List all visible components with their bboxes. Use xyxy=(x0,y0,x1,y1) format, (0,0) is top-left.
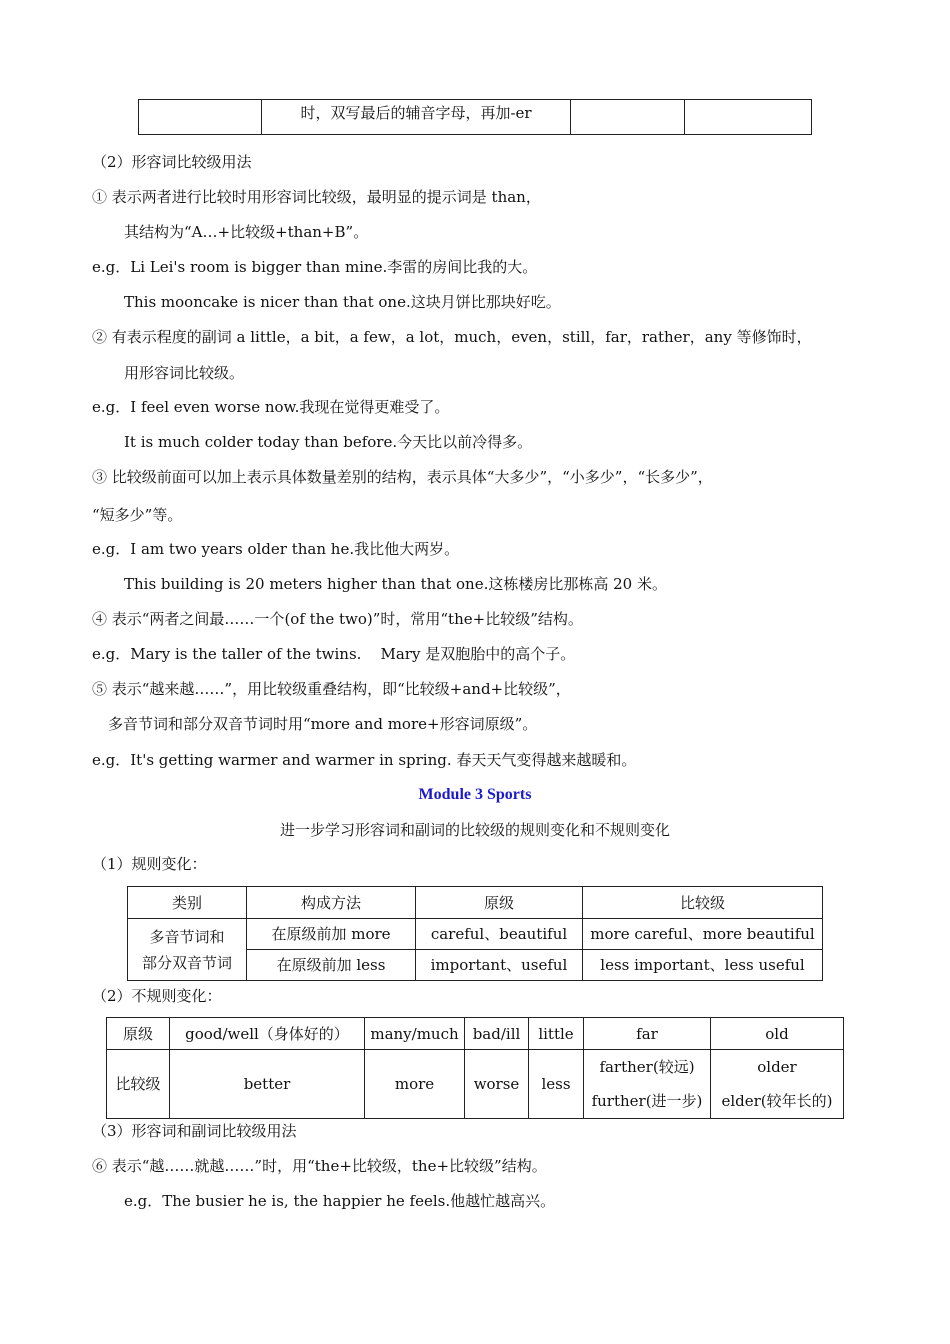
table-cell: 在原级前加 less xyxy=(247,950,416,981)
comparative-form: further(进一步) xyxy=(591,1092,703,1110)
module-title: Module 3 Sports xyxy=(418,786,532,803)
table-cell: old xyxy=(711,1018,844,1050)
rule-6-text: ⑥ 表示“越……就越……”时，用“the+比较级，the+比较级”结构。 xyxy=(92,1157,547,1175)
rule-5-text-cont: 多音节词和部分双音节词时用“more and more+形容词原级”。 xyxy=(108,715,538,733)
rule-2-text: ② 有表示程度的副词 a little，a bit，a few，a lot，much，even，still，far，rather，any 等修饰时， xyxy=(92,328,812,346)
regular-change-table xyxy=(127,886,823,981)
table-cell: careful、beautiful xyxy=(416,919,583,950)
table-header-cell: 构成方法 xyxy=(247,887,416,919)
table-cell: more xyxy=(365,1050,465,1119)
rule-3-text: ③ 比较级前面可以加上表示具体数量差别的结构，表示具体“大多少”，“小多少”，“长多少”， xyxy=(92,468,713,486)
table-row xyxy=(107,1050,844,1119)
category-cell xyxy=(128,919,247,981)
table-row xyxy=(139,100,812,135)
comparative-form: elder(较年长的) xyxy=(721,1092,833,1110)
table-header-cell: 比较级 xyxy=(583,887,823,919)
category-line: 部分双音节词 xyxy=(141,953,232,972)
comparative-form: older xyxy=(757,1058,797,1076)
table-cell: worse xyxy=(465,1050,529,1119)
table-cell: less important、less useful xyxy=(583,950,823,981)
rule-1-structure: 其结构为“A…+比较级+than+B”。 xyxy=(124,223,369,241)
table-cell: 比较级 xyxy=(107,1050,170,1119)
far-forms-cell xyxy=(584,1050,711,1119)
example: It is much colder today than before.今天比以前冷得多。 xyxy=(124,433,533,451)
table-cell: 原级 xyxy=(107,1018,170,1050)
table-cell: many/much xyxy=(365,1018,465,1050)
example: e.g．Li Lei's room is bigger than mine.李雷的房间比我的大。 xyxy=(92,258,538,276)
usage-heading: （3）形容词和副词比较级用法 xyxy=(92,1122,297,1140)
rule-3-text-cont: “短多少”等。 xyxy=(92,506,183,524)
category-line: 多音节词和 xyxy=(149,927,225,946)
table-cell: little xyxy=(529,1018,584,1050)
comparative-form: farther(较远) xyxy=(599,1058,695,1076)
table-cell xyxy=(139,100,262,135)
example: e.g．I feel even worse now.我现在觉得更难受了。 xyxy=(92,398,450,416)
table-cell: bad/ill xyxy=(465,1018,529,1050)
table-cell: important、useful xyxy=(416,950,583,981)
section-heading: （2）形容词比较级用法 xyxy=(92,153,252,171)
rule-5-text: ⑤ 表示“越来越……”，用比较级重叠结构，即“比较级+and+比较级”， xyxy=(92,680,571,698)
table-row xyxy=(107,1018,844,1050)
example: e.g．The busier he is, the happier he feels.他越忙越高兴。 xyxy=(124,1192,556,1210)
rule-4-text: ④ 表示“两者之间最……一个(of the two)”时，常用“the+比较级”结构。 xyxy=(92,610,583,628)
example: e.g．I am two years older than he.我比他大两岁。 xyxy=(92,540,460,558)
module-subtitle: 进一步学习形容词和副词的比较级的规则变化和不规则变化 xyxy=(279,821,670,839)
top-table-fragment xyxy=(138,99,812,135)
example: e.g．It's getting warmer and warmer in spring. 春天天气变得越来越暖和。 xyxy=(92,751,637,769)
table-cell: far xyxy=(584,1018,711,1050)
table-cell xyxy=(685,100,812,135)
example: This building is 20 meters higher than that one.这栋楼房比那栋高 20 米。 xyxy=(124,575,667,593)
rule-2-text-cont: 用形容词比较级。 xyxy=(124,364,245,382)
example: e.g．Mary is the taller of the twins. Mary 是双胞胎中的高个子。 xyxy=(92,645,576,663)
table-cell: good/well（身体好的） xyxy=(170,1018,365,1050)
old-forms-cell xyxy=(711,1050,844,1119)
table-cell: better xyxy=(170,1050,365,1119)
rule-1-text: ① 表示两者进行比较时用形容词比较级，最明显的提示词是 than， xyxy=(92,188,541,206)
table-row xyxy=(128,919,823,950)
table-cell: less xyxy=(529,1050,584,1119)
example: This mooncake is nicer than that one.这块月饼比那块好吃。 xyxy=(124,293,561,311)
table-cell: more careful、more beautiful xyxy=(583,919,823,950)
table-header-cell: 原级 xyxy=(416,887,583,919)
table-header-row xyxy=(128,887,823,919)
irregular-change-table xyxy=(106,1017,844,1119)
table-cell: 时，双写最后的辅音字母，再加-er xyxy=(262,100,571,135)
regular-heading: （1）规则变化： xyxy=(92,855,207,873)
table-cell: 在原级前加 more xyxy=(247,919,416,950)
table-header-cell: 类别 xyxy=(128,887,247,919)
irregular-heading: （2）不规则变化： xyxy=(92,987,222,1005)
table-cell xyxy=(571,100,685,135)
